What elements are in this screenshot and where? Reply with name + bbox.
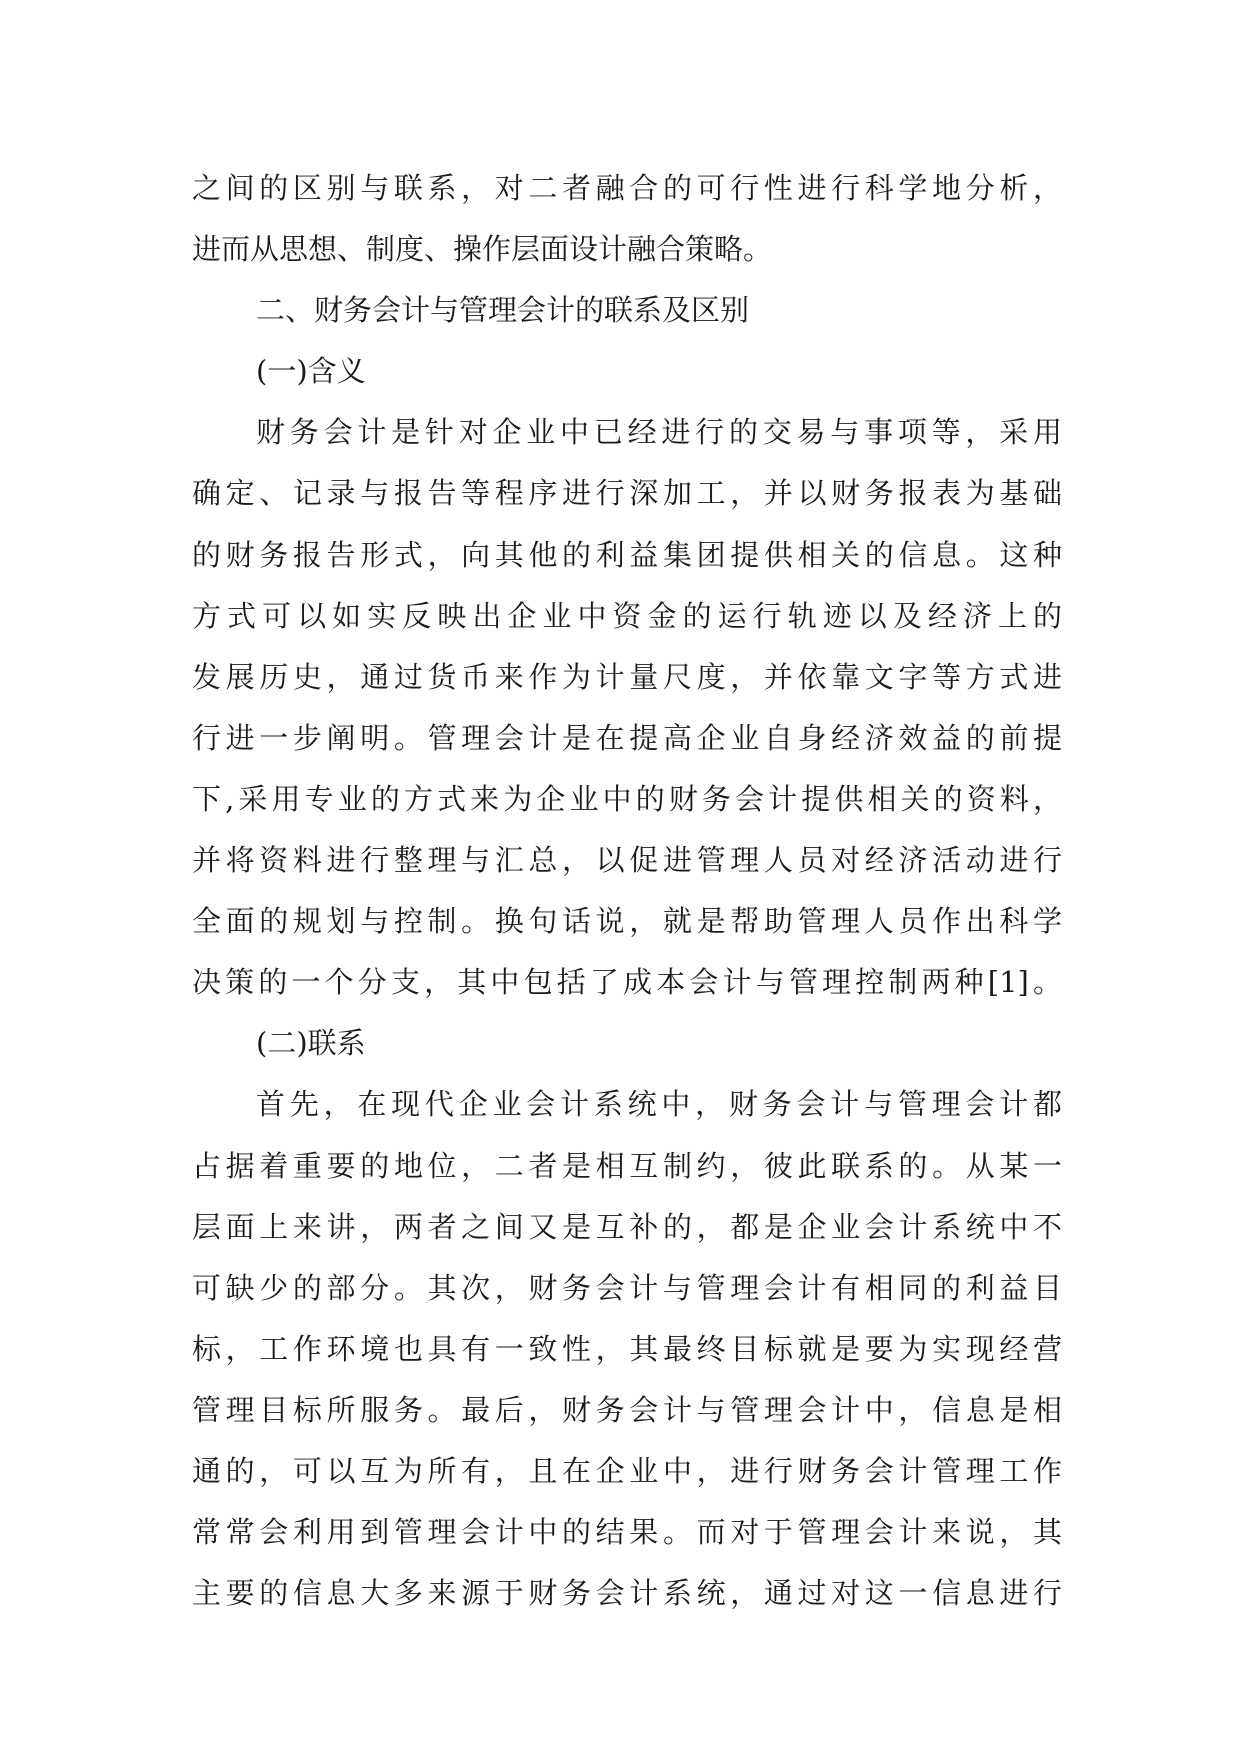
body-line: 标，工作环境也具有一致性，其最终目标就是要为实现经营 [192, 1331, 1062, 1366]
body-line: 的财务报告形式，向其他的利益集团提供相关的信息。这种 [192, 537, 1062, 572]
body-line: 层面上来讲，两者之间又是互补的，都是企业会计系统中不 [192, 1209, 1062, 1244]
body-line: 管理目标所服务。最后，财务会计与管理会计中，信息是相 [192, 1392, 1062, 1427]
body-line: 发展历史，通过货币来作为计量尺度，并依靠文字等方式进 [192, 659, 1062, 694]
body-line: 进而从思想、制度、操作层面设计融合策略。 [192, 232, 773, 267]
paragraph-first-line: 首先，在现代企业会计系统中，财务会计与管理会计都 [256, 1087, 1062, 1122]
body-line: 下,采用专业的方式来为企业中的财务会计提供相关的资料， [192, 781, 1062, 816]
body-line: 主要的信息大多来源于财务会计系统，通过对这一信息进行 [192, 1576, 1062, 1611]
section-heading: 二、财务会计与管理会计的联系及区别 [256, 293, 750, 328]
body-line: 通的，可以互为所有，且在企业中，进行财务会计管理工作 [192, 1453, 1062, 1488]
body-line: 常常会利用到管理会计中的结果。而对于管理会计来说，其 [192, 1515, 1062, 1550]
body-line: 行进一步阐明。管理会计是在提高企业自身经济效益的前提 [192, 720, 1062, 755]
body-line: 全面的规划与控制。换句话说，就是帮助管理人员作出科学 [192, 904, 1062, 939]
body-line: 方式可以如实反映出企业中资金的运行轨迹以及经济上的 [192, 598, 1062, 633]
document-body [192, 158, 1062, 1624]
body-line: 可缺少的部分。其次，财务会计与管理会计有相同的利益目 [192, 1270, 1062, 1305]
paragraph-first-line: 财务会计是针对企业中已经进行的交易与事项等，采用 [256, 415, 1062, 450]
body-line: 占据着重要的地位，二者是相互制约，彼此联系的。从某一 [192, 1148, 1062, 1183]
body-line: 决策的一个分支，其中包括了成本会计与管理控制两种[1]。 [192, 965, 1062, 1000]
body-line: 之间的区别与联系，对二者融合的可行性进行科学地分析， [192, 171, 1062, 205]
body-line: 确定、记录与报告等程序进行深加工，并以财务报表为基础 [192, 476, 1062, 511]
subsection-heading: (一)含义 [256, 354, 366, 389]
body-line: 并将资料进行整理与汇总，以促进管理人员对经济活动进行 [192, 843, 1062, 878]
subsection-heading: (二)联系 [256, 1026, 366, 1061]
